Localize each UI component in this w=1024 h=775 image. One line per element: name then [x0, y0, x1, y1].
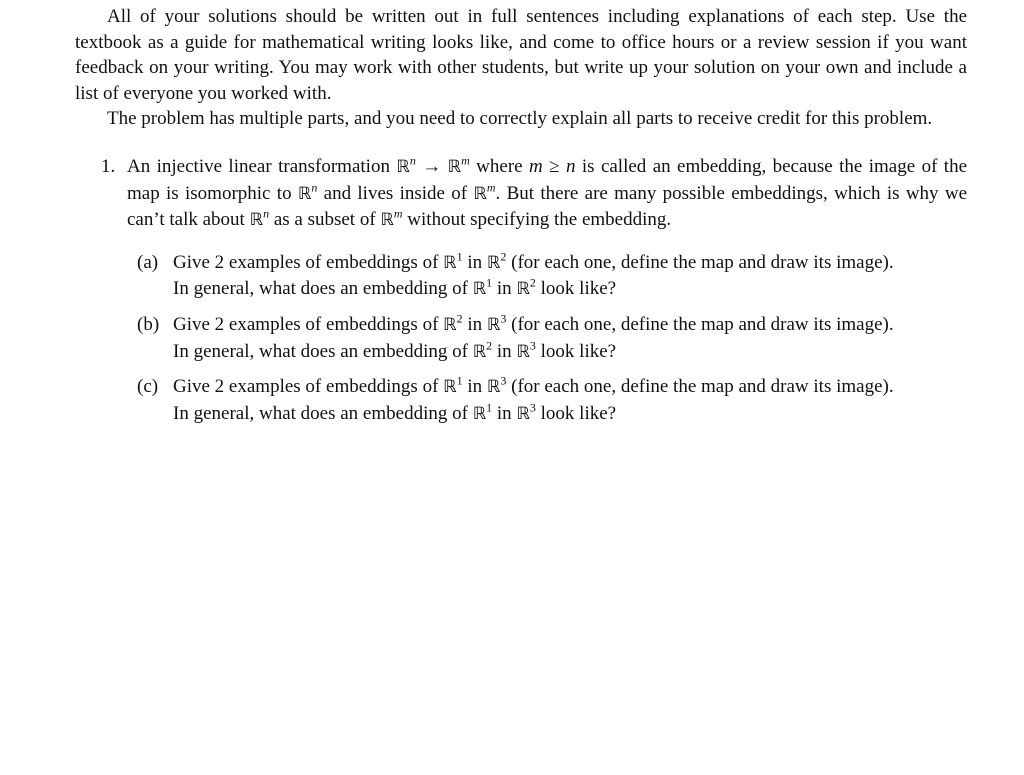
- problem-parts: [75, 250, 967, 428]
- part-label: (a): [137, 251, 159, 273]
- part-label: (c): [137, 376, 159, 398]
- problem-statement: An injective linear transformation ℝ$^n$ → ℝ$^m$ where m ≥ n is called an embedding, because the image of the map is isomorphic to ℝ$^n$ and lives inside of ℝ$^m$. But there are many possible embeddings, which is why we can’t talk about ℝ$^n$ as a subset of ℝ$^m$ without specifying the embedding.: [127, 153, 968, 231]
- intro-paragraph-1: All of your solutions should be written out in full sentences including explanations of each step. Use the textbook as a guide for mathematical writing looks like, and come to office hours or a review session if you want feedback on your writing. You may work with other students, but write up your solution on your own and include a list of everyone you worked with.: [75, 6, 967, 104]
- part-c: [75, 374, 967, 427]
- problem-1: [75, 154, 967, 234]
- problem-number: 1.: [101, 155, 116, 177]
- intro-paragraph-2: The problem has multiple parts, and you need to correctly explain all parts to receive credit for this problem.: [107, 108, 933, 130]
- problem-list: [75, 154, 967, 427]
- part-b: [75, 312, 967, 365]
- part-label: (b): [137, 313, 160, 335]
- part-text: Give 2 examples of embeddings of ℝ$^1$ in ℝ$^3$ (for each one, define the map and draw its image). In general, what does an embedding of ℝ$^1$ in ℝ$^3$ look like?: [173, 373, 894, 424]
- document-page: [75, 0, 967, 436]
- part-text: Give 2 examples of embeddings of ℝ$^2$ in ℝ$^3$ (for each one, define the map and draw its image). In general, what does an embedding of ℝ$^2$ in ℝ$^3$ look like?: [173, 311, 894, 362]
- part-a: [75, 250, 967, 303]
- part-text: Give 2 examples of embeddings of ℝ$^1$ in ℝ$^2$ (for each one, define the map and draw its image). In general, what does an embedding of ℝ$^1$ in ℝ$^2$ look like?: [173, 249, 894, 300]
